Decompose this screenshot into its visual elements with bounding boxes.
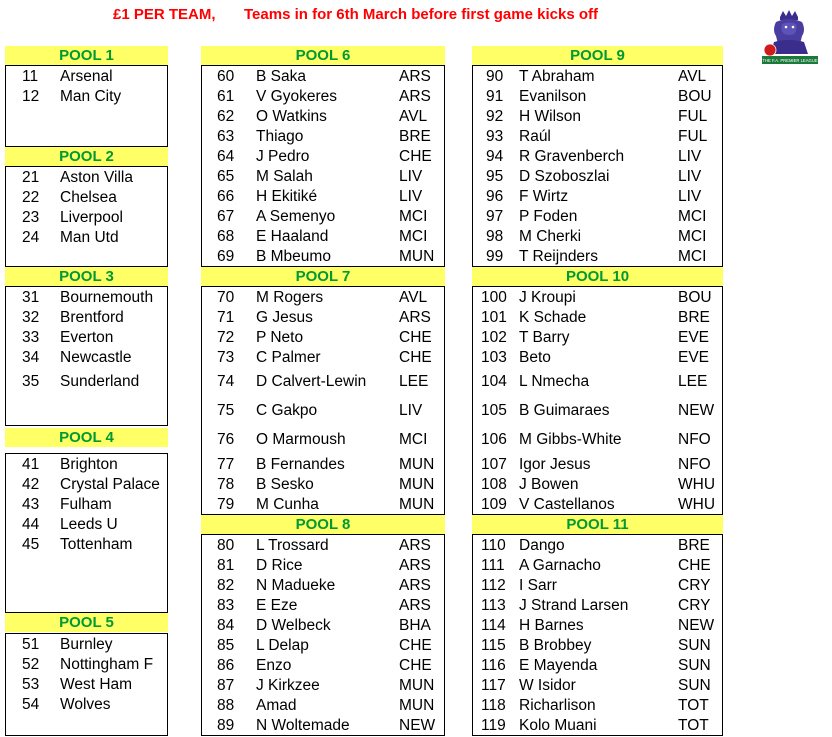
list-item: 97 P Foden MCI	[486, 208, 707, 225]
pool-1-header: POOL 1	[5, 46, 168, 65]
list-item: 77 B Fernandes MUN	[217, 456, 435, 473]
list-item: 80 L Trossard ARS	[217, 537, 431, 554]
list-item: 112 I Sarr CRY	[481, 577, 711, 594]
list-item: 31 Bournemouth	[22, 289, 154, 306]
column-pools-6-8	[201, 46, 445, 736]
list-item: 67 A Semenyo MCI	[217, 208, 428, 225]
pool-5-box	[5, 633, 168, 736]
list-item: 42 Crystal Palace	[22, 476, 160, 493]
list-item: 88 Amad MUN	[217, 697, 435, 714]
pool-1-box	[5, 65, 168, 147]
list-item: 102 T Barry EVE	[481, 329, 710, 346]
headline-price: £1 PER TEAM,	[113, 6, 216, 23]
list-item: 75 C Gakpo LIV	[217, 402, 423, 419]
list-item: 72 P Neto CHE	[217, 329, 432, 346]
list-item: 104 L Nmecha LEE	[481, 373, 708, 390]
list-item: 90 T Abraham AVL	[486, 68, 707, 85]
pool-6-box	[201, 65, 445, 267]
list-item: 69 B Mbeumo MUN	[217, 248, 435, 265]
pool-11-header: POOL 11	[472, 515, 723, 534]
pool-9-box	[472, 65, 723, 267]
pool-9-header: POOL 9	[472, 46, 723, 65]
pool-5-header: POOL 5	[5, 613, 168, 632]
list-item: 114 H Barnes NEW	[481, 617, 715, 634]
list-item: 76 O Marmoush MCI	[217, 431, 428, 448]
list-item: 87 J Kirkzee MUN	[217, 677, 435, 694]
list-item: 86 Enzo CHE	[217, 657, 432, 674]
list-item: 22 Chelsea	[22, 189, 117, 206]
pool-4-header: POOL 4	[5, 428, 168, 447]
pool-7-box	[201, 286, 445, 515]
column-clubs	[5, 46, 168, 736]
list-item: 110 Dango BRE	[481, 537, 710, 554]
list-item: 60 B Saka ARS	[217, 68, 431, 85]
list-item: 62 O Watkins AVL	[217, 108, 428, 125]
list-item: 92 H Wilson FUL	[486, 108, 708, 125]
list-item: 63 Thiago BRE	[217, 128, 431, 145]
list-item: 119 Kolo Muani TOT	[481, 717, 709, 734]
list-item: 65 M Salah LIV	[217, 168, 423, 185]
list-item: 12 Man City	[22, 88, 122, 105]
headline-deadline: Teams in for 6th March before first game kicks off	[244, 6, 598, 23]
list-item: 34 Newcastle	[22, 349, 132, 366]
list-item: 51 Burnley	[22, 636, 113, 653]
pool-10-box	[472, 286, 723, 515]
list-item: 54 Wolves	[22, 696, 111, 713]
list-item: 118 Richarlison TOT	[481, 697, 709, 714]
list-item: 85 L Delap CHE	[217, 637, 432, 654]
list-item: 66 H Ekitiké LIV	[217, 188, 423, 205]
list-item: 52 Nottingham F	[22, 656, 154, 673]
list-item: 103 Beto EVE	[481, 349, 710, 366]
premier-league-logo	[756, 8, 822, 68]
pool-3-header: POOL 3	[5, 267, 168, 286]
list-item: 33 Everton	[22, 329, 114, 346]
pool-10-header: POOL 10	[472, 267, 723, 286]
pool-11-box	[472, 534, 723, 736]
list-item: 89 N Woltemade NEW	[217, 717, 436, 734]
list-item: 24 Man Utd	[22, 229, 119, 246]
pool-3-box	[5, 286, 168, 426]
list-item: 116 E Mayenda SUN	[481, 657, 711, 674]
list-item: 73 C Palmer CHE	[217, 349, 432, 366]
list-item: 105 B Guimaraes NEW	[481, 402, 715, 419]
list-item: 83 E Eze ARS	[217, 597, 431, 614]
list-item: 101 K Schade BRE	[481, 309, 710, 326]
list-item: 32 Brentford	[22, 309, 124, 326]
pool-2-header: POOL 2	[5, 147, 168, 166]
list-item: 21 Aston Villa	[22, 169, 133, 186]
list-item: 64 J Pedro CHE	[217, 148, 432, 165]
list-item: 45 Tottenham	[22, 536, 133, 553]
pool-7-header: POOL 7	[201, 267, 445, 286]
list-item: 107 Igor Jesus NFO	[481, 456, 711, 473]
list-item: 41 Brighton	[22, 456, 118, 473]
list-item: 91 Evanilson BOU	[486, 88, 712, 105]
list-item: 106 M Gibbs-White NFO	[481, 431, 711, 448]
list-item: 95 D Szoboszlai LIV	[486, 168, 702, 185]
list-item: 84 D Welbeck BHA	[217, 617, 431, 634]
list-item: 44 Leeds U	[22, 516, 118, 533]
column-pools-9-11	[472, 46, 723, 736]
list-item: 100 J Kroupi BOU	[481, 289, 712, 306]
list-item: 81 D Rice ARS	[217, 557, 431, 574]
logo-caption: THE F.A. PREMIER LEAGUE	[762, 58, 818, 64]
list-item: 96 F Wirtz LIV	[486, 188, 702, 205]
list-item: 109 V Castellanos WHU	[481, 496, 716, 513]
pool-8-box	[201, 534, 445, 736]
list-item: 82 N Madueke ARS	[217, 577, 431, 594]
list-item: 35 Sunderland	[22, 373, 140, 390]
pool-6-header: POOL 6	[201, 46, 445, 65]
list-item: 94 R Gravenberch LIV	[486, 148, 702, 165]
list-item: 79 M Cunha MUN	[217, 496, 435, 513]
list-item: 70 M Rogers AVL	[217, 289, 428, 306]
list-item: 117 W Isidor SUN	[481, 677, 711, 694]
list-item: 71 G Jesus ARS	[217, 309, 431, 326]
list-item: 61 V Gyokeres ARS	[217, 88, 431, 105]
list-item: 113 J Strand Larsen CRY	[481, 597, 711, 614]
list-item: 53 West Ham	[22, 676, 133, 693]
list-item: 111 A Garnacho CHE	[481, 557, 711, 574]
list-item: 98 M Cherki MCI	[486, 228, 707, 245]
list-item: 68 E Haaland MCI	[217, 228, 428, 245]
list-item: 93 Raúl FUL	[486, 128, 708, 145]
pool-4-box	[5, 453, 168, 613]
list-item: 11 Arsenal	[22, 68, 113, 85]
pool-8-header: POOL 8	[201, 515, 445, 534]
list-item: 99 T Reijnders MCI	[486, 248, 707, 265]
list-item: 115 B Brobbey SUN	[481, 637, 711, 654]
pool-2-box	[5, 166, 168, 267]
list-item: 43 Fulham	[22, 496, 112, 513]
list-item: 108 J Bowen WHU	[481, 476, 716, 493]
list-item: 23 Liverpool	[22, 209, 123, 226]
list-item: 74 D Calvert-Lewin LEE	[217, 373, 429, 390]
list-item: 78 B Sesko MUN	[217, 476, 435, 493]
